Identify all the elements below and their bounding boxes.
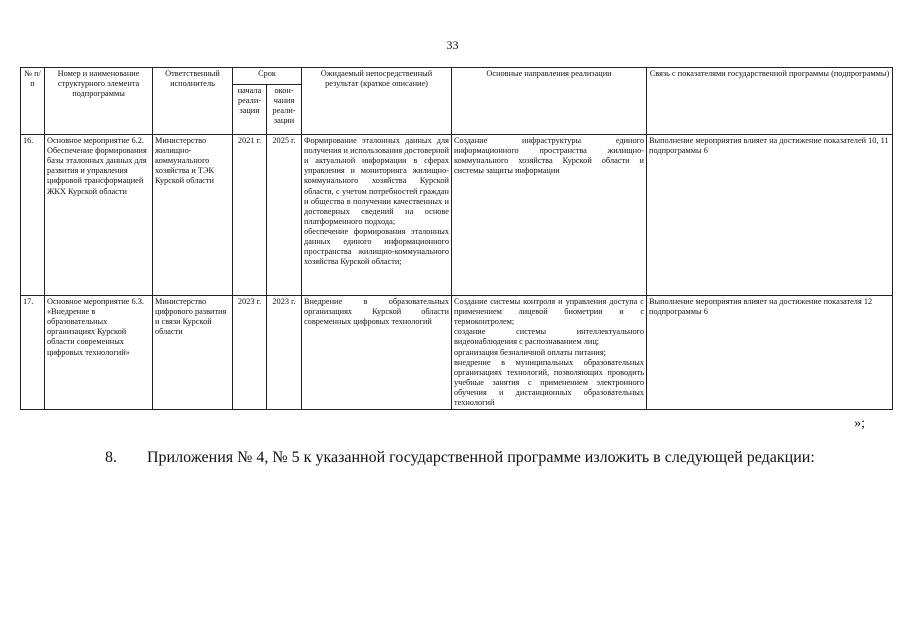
row-end: 2023 г. (267, 296, 302, 410)
header-directions: Основные направления реализации (452, 68, 647, 135)
item-number: 8. (105, 449, 117, 466)
result-line: Формирование эталонных данных для получения и использования достоверной и актуальной информации в сферах управления и мониторинга жилищно-коммунального хозяйства Курской области, с учетом потребностей граждан и общества в получении качественных и достоверных сведений на основе платформенного подхода; (304, 136, 449, 226)
header-term-end: окон-чания реали-зации (267, 85, 302, 135)
row-name: Основное мероприятие 6.2. Обеспечение формирования базы эталонных данных для развития и управления цифровой трансформацией ЖКХ Курской области (45, 135, 153, 296)
direction-line: создание системы интеллектуального видеонаблюдения с распознаванием лиц; (454, 327, 644, 347)
closing-quote-mark: »; (854, 416, 865, 431)
header-result: Ожидаемый непосредственный результат (краткое описание) (302, 68, 452, 135)
row-directions (452, 135, 647, 296)
direction-line: Создание инфраструктуры единого информационного пространства жилищно-коммунального хозяйства Курской области и системы защиты информации (454, 136, 644, 176)
header-name: Номер и наименование структурного элемента подпрограммы (45, 68, 153, 135)
header-num: № п/п (21, 68, 45, 135)
direction-line: организация безналичной оплаты питания; (454, 347, 606, 357)
row-link: Выполнение мероприятия влияет на достижение показателя 12 подпрограммы 6 (647, 296, 893, 410)
row-num: 16. (21, 135, 45, 296)
row-start: 2021 г. (233, 135, 267, 296)
result-line: обеспечение формирования эталонных данных единого информационного пространства жилищно-коммунального хозяйства Курской области; (304, 226, 449, 267)
header-executor: Ответственный исполнитель (153, 68, 233, 135)
header-row (21, 68, 893, 85)
result-line: Внедрение в образовательных организациях Курской области современных цифровых технологий (304, 297, 449, 327)
row-result (302, 135, 452, 296)
program-table (20, 67, 893, 410)
direction-line: Создание системы контроля и управления доступа с применением лицевой биометрии и с термоконтролем; (454, 297, 644, 327)
direction-line: внедрение в муниципальных образовательных организациях технологий, позволяющих проводить учебные занятия с применением электронного обучения и дистанционных образовательных технологий (454, 357, 644, 408)
table-row (21, 296, 893, 410)
page-number: 33 (446, 38, 459, 52)
row-end: 2025 г. (267, 135, 302, 296)
row-executor: Министерство жилищно-коммунального хозяйства и ТЭК Курской области (153, 135, 233, 296)
amendment-item (105, 449, 815, 467)
row-directions (452, 296, 647, 410)
row-link: Выполнение мероприятия влияет на достижение показателей 10, 11 подпрограммы 6 (647, 135, 893, 296)
header-term-start: начала реали-зации (233, 85, 267, 135)
header-link: Связь с показателями государственной программы (подпрограммы) (647, 68, 893, 135)
row-result (302, 296, 452, 410)
table-row (21, 135, 893, 296)
row-start: 2023 г. (233, 296, 267, 410)
row-num: 17. (21, 296, 45, 410)
item-text: Приложения № 4, № 5 к указанной государственной программе изложить в следующей редакции: (147, 449, 815, 466)
row-name: Основное мероприятие 6.3. «Внедрение в образовательных организациях Курской области современных цифровых технологий» (45, 296, 153, 410)
header-term: Срок (233, 68, 302, 85)
row-executor: Министерство цифрового развития и связи Курской области (153, 296, 233, 410)
